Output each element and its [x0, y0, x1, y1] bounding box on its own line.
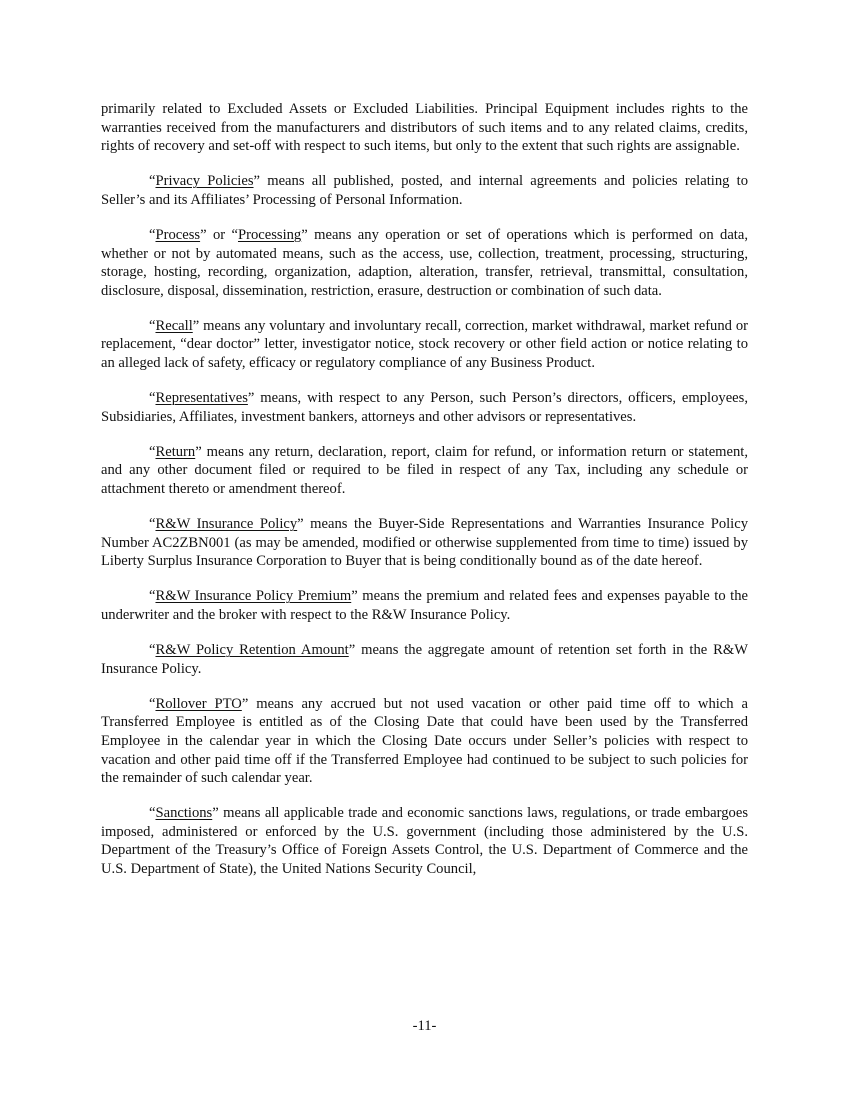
definition-text: means any voluntary and involuntary recall, correction, market withdrawal, market refund or replacement, “dear doctor” letter, investigator notice, stock recovery or other field action or notice relating to an alleged lack of safety, efficacy or regulatory compliance of any Business Product. [101, 317, 748, 372]
defined-term: Process [155, 226, 201, 243]
defined-term: Return [155, 443, 196, 460]
defined-term: Privacy Policies [155, 173, 254, 190]
open-quote: “ [149, 317, 156, 334]
defined-term: R&W Policy Retention Amount [155, 642, 349, 659]
close-quote: ” [212, 805, 219, 822]
paragraph-text: primarily related to Excluded Assets or Excluded Liabilities. Principal Equipment includes rights to the warranties received from the manufacturers and distributors of such items and to any related claims, credits, rights of recovery and set-off with respect to such items, but only to the extent that such rights are assignable. [101, 101, 748, 155]
definition-sanctions [101, 804, 748, 878]
definition-text: means, with respect to any Person, such Person’s directors, officers, employees, Subsidiaries, Affiliates, investment bankers, attorneys and other advisors or representatives. [101, 390, 748, 425]
close-quote: ” [348, 642, 356, 659]
definition-process [101, 226, 748, 300]
definition-rw-insurance-policy [101, 515, 748, 571]
close-quote: ” [192, 317, 200, 334]
close-quote: ” [297, 516, 304, 533]
definition-text: means any accrued but not used vacation or other paid time off to which a Transferred Employee is entitled as of the Closing Date that could have been used by the Transferred Employee in the calendar year in which the Closing Date occurs under Seller’s policies with respect to vacation and other paid time off if the Transferred Employee had continued to be subject to such policies for the remainder of such calendar year. [101, 695, 748, 787]
definition-recall [101, 317, 748, 373]
definition-rw-insurance-policy-premium [101, 587, 748, 624]
definition-text: means the Buyer-Side Representations and Warranties Insurance Policy Number AC2ZBN001 (as may be amended, modified or otherwise supplemented from time to time) issued by Liberty Surplus Insurance Corporation to Buyer that is being conditionally bound as of the date hereof. [101, 516, 748, 570]
close-quote: ” [241, 695, 249, 712]
open-quote: “ [149, 390, 156, 407]
close-quote: ” [351, 588, 358, 605]
document-page [101, 100, 748, 895]
page-number: -11- [412, 1018, 437, 1034]
definition-return [101, 443, 748, 499]
defined-term: Representatives [155, 390, 248, 407]
open-quote: “ [149, 443, 156, 460]
open-quote: “ [149, 588, 156, 605]
definition-text: means all applicable trade and economic sanctions laws, regulations, or trade embargoes imposed, administered or enforced by the U.S. government (including those administered by the U.S. Department of the Treasury’s Office of Foreign Assets Control, the U.S. Department of Commerce and the U.S. Department of State), the United Nations Security Council, [101, 805, 748, 877]
close-quote: ” [253, 173, 260, 190]
term-separator: ” or “ [200, 226, 238, 243]
definition-privacy-policies [101, 172, 748, 209]
defined-term: Rollover PTO [155, 695, 242, 712]
close-quote: ” [195, 443, 202, 460]
definition-rollover-pto [101, 695, 748, 788]
defined-term: Processing [237, 226, 302, 243]
definition-text: means the aggregate amount of retention set forth in the R&W Insurance Policy. [101, 642, 748, 677]
defined-term: Sanctions [155, 805, 213, 822]
open-quote: “ [149, 173, 156, 190]
defined-term: Recall [155, 317, 193, 334]
definition-text: means any return, declaration, report, claim for refund, or information return or statement, and any other document filed or required to be filed in respect of any Tax, including any schedule or attachment thereto or amendment thereof. [101, 443, 748, 497]
open-quote: “ [149, 695, 156, 712]
document-body [101, 100, 748, 879]
definition-text: means any operation or set of operations which is performed on data, whether or not by automated means, such as the access, use, collection, treatment, processing, structuring, storage, hosting, recording, organization, adaption, alteration, transfer, retrieval, transmittal, consultation, disclosure, disposal, dissemination, restriction, erasure, destruction or combination of such data. [101, 226, 748, 299]
definition-text: means all published, posted, and internal agreements and policies relating to Seller’s and its Affiliates’ Processing of Personal Information. [101, 173, 748, 208]
open-quote: “ [149, 805, 156, 822]
defined-term: R&W Insurance Policy Premium [155, 588, 352, 605]
defined-term: R&W Insurance Policy [155, 516, 298, 533]
open-quote: “ [149, 226, 156, 243]
definition-text: means the premium and related fees and expenses payable to the underwriter and the broker with respect to the R&W Insurance Policy. [101, 588, 748, 623]
open-quote: “ [149, 642, 156, 659]
close-quote: ” [301, 226, 308, 243]
definition-rw-policy-retention-amount [101, 641, 748, 678]
close-quote: ” [247, 390, 255, 407]
open-quote: “ [149, 516, 156, 533]
paragraph-principal-equipment-continued [101, 100, 748, 156]
definition-representatives [101, 389, 748, 426]
